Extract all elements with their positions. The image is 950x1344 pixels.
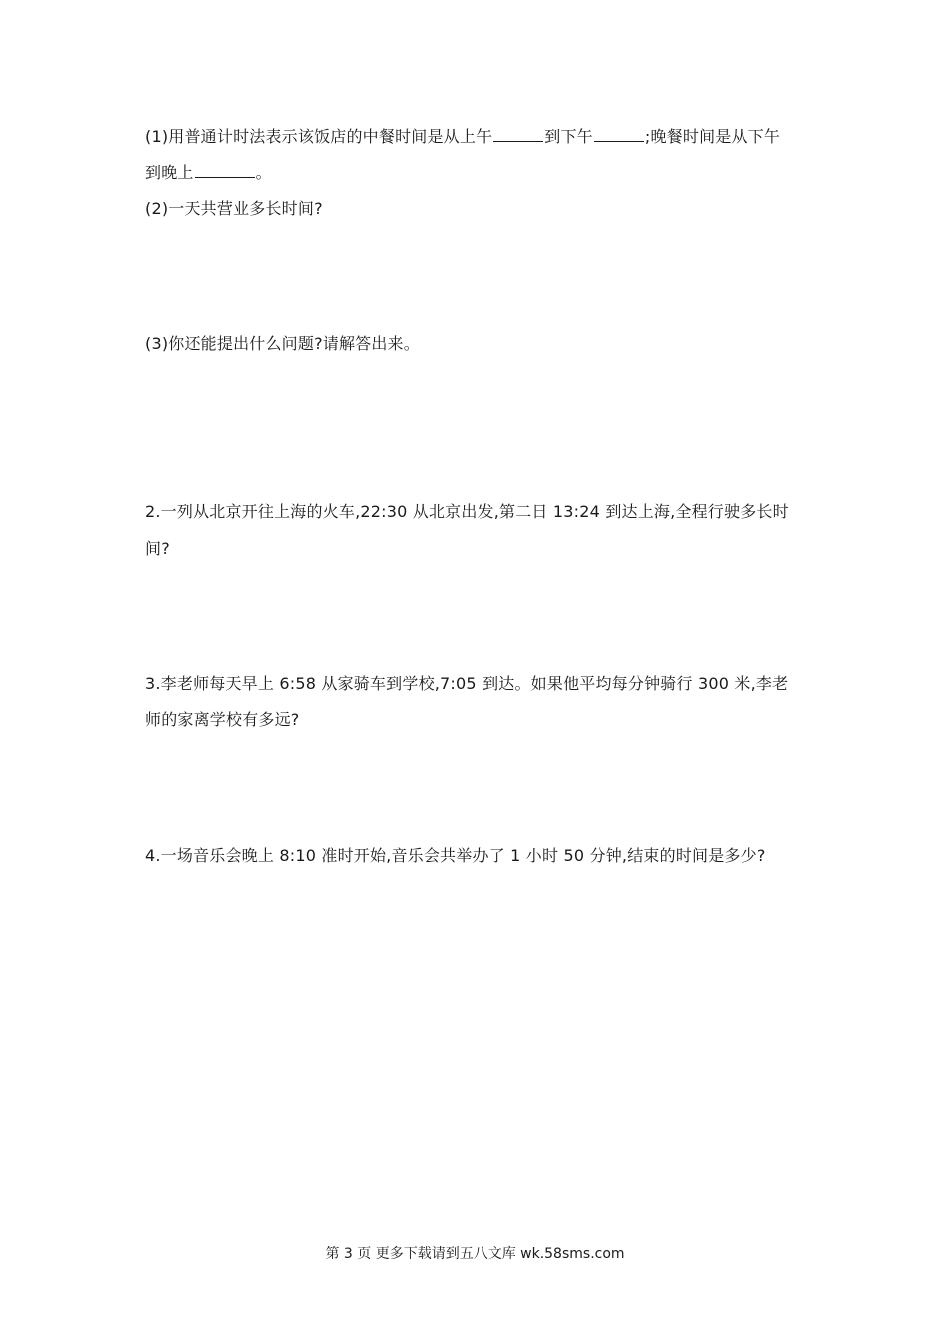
question-1-sub-1-line-2 — [145, 162, 825, 184]
answer-blank-lunch-end — [594, 127, 644, 142]
question-3-line-1: 3.李老师每天早上 6:58 从家骑车到学校,7:05 到达。如果他平均每分钟骑行 300 米,李老 — [145, 674, 789, 693]
question-3-line-2: 师的家离学校有多远? — [145, 710, 300, 729]
question-1-sub-1-text-b: 到下午 — [544, 127, 593, 146]
question-1-sub-3: (3)你还能提出什么问题?请解答出来。 — [145, 334, 420, 353]
question-1-sub-1-line-1 — [145, 126, 825, 148]
answer-blank-lunch-start — [493, 127, 543, 142]
question-2-line-1: 2.一列从北京开往上海的火车,22:30 从北京出发,第二日 13:24 到达上海,全程行驶多长时 — [145, 502, 789, 521]
question-1-sub-2: (2)一天共营业多长时间? — [145, 199, 323, 218]
question-4-line-1: 4.一场音乐会晚上 8:10 准时开始,音乐会共举办了 1 小时 50 分钟,结束的时间是多少? — [145, 846, 766, 865]
question-1-sub-1-text-a: (1)用普通计时法表示该饭店的中餐时间是从上午 — [145, 127, 493, 146]
answer-blank-dinner-end — [195, 163, 255, 178]
question-2-line-2: 间? — [145, 539, 170, 558]
question-1-sub-1-text-c: ;晚餐时间是从下午 — [644, 127, 781, 146]
question-1-sub-1-text-d: 到晚上 — [145, 163, 194, 182]
question-1-sub-1-text-e: 。 — [255, 163, 272, 182]
page-footer: 第 3 页 更多下载请到五八文库 wk.58sms.com — [325, 1246, 625, 1262]
